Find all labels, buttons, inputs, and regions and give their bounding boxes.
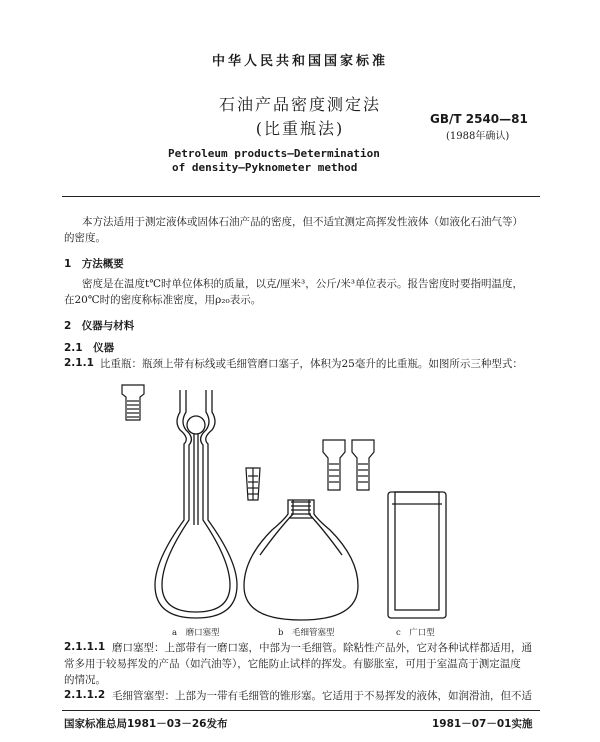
- footer-issued: 国家标准总局1981－03－26发布: [64, 718, 228, 730]
- section-2-1-1-2-number: 2.1.1.2: [64, 689, 106, 701]
- document-title-en-line1: Petroleum products—Determination: [168, 147, 380, 160]
- section-2-heading: 2 仪器与材料: [64, 320, 135, 332]
- pyknometer-a-icon: [155, 390, 237, 618]
- document-subtitle-cn: (比重瓶法): [255, 119, 345, 138]
- stopper-type-b-icon: [246, 468, 260, 500]
- document-title-cn: 石油产品密度测定法: [218, 95, 381, 114]
- header-divider: [62, 196, 540, 197]
- section-2-1-1-1-number: 2.1.1.1: [64, 641, 106, 653]
- pyknometer-figure: [100, 380, 500, 640]
- section-2-1-1-1-line3: 的情况。: [64, 674, 106, 686]
- section-2-1-1-2-line1: 毛细管塞型：上部为一带有毛细管的锥形塞。它适用于不易挥发的液体，如润滑油，但不适: [112, 690, 532, 702]
- section-1-heading: 1 方法概要: [64, 258, 124, 270]
- stopper-type-a-icon: [122, 385, 144, 420]
- document-title-en-line2: of density—Pyknometer method: [172, 161, 358, 174]
- section-2-1-1-number: 2.1.1: [64, 357, 94, 369]
- standard-code: GB/T 2540—81: [430, 112, 528, 126]
- section-2-1-1-text: 比重瓶：瓶颈上带有标线或毛细管磨口塞子，体积为25毫升的比重瓶。如图所示三种型式：: [100, 358, 523, 370]
- pyknometer-c-icon: [388, 492, 446, 618]
- footer-divider: [62, 710, 540, 711]
- section-2-1-heading: 2.1 仪器: [64, 342, 115, 354]
- national-standard-header: 中华人民共和国国家标准: [211, 54, 388, 69]
- pyknometer-b-icon: [244, 500, 358, 620]
- standard-confirm-year: (1988年确认): [446, 131, 510, 142]
- section-2-1-1-1-line2: 常多用于较易挥发的产品（如汽油等），它能防止试样的挥发。有膨胀室，可用于室温高于测定温度: [64, 658, 521, 670]
- section-1-line2: 在20℃时的密度称标准密度，用ρ₂₀表示。: [64, 294, 262, 306]
- intro-line1: 本方法适用于测定液体或固体石油产品的密度，但不适宜测定高挥发性液体（如液化石油气等）: [82, 216, 523, 228]
- figure-caption-a: a 磨口塞型: [172, 628, 220, 638]
- figure-caption-b: b 毛细管塞型: [278, 628, 335, 638]
- section-2-1-1-1-line1: 磨口塞型：上部带有一磨口塞，中部为一毛细管。除粘性产品外，它对各种试样都适用，通: [112, 642, 532, 654]
- section-1-line1: 密度是在温度t℃时单位体积的质量，以克/厘米³，公斤/米³单位表示。报告密度时要指明温度，: [82, 278, 523, 290]
- figure-caption-c: c 广口型: [396, 628, 435, 638]
- stopper-type-c-icon: [323, 440, 374, 490]
- intro-line2: 的密度。: [64, 232, 106, 244]
- footer-effective: 1981－07－01实施: [432, 718, 533, 730]
